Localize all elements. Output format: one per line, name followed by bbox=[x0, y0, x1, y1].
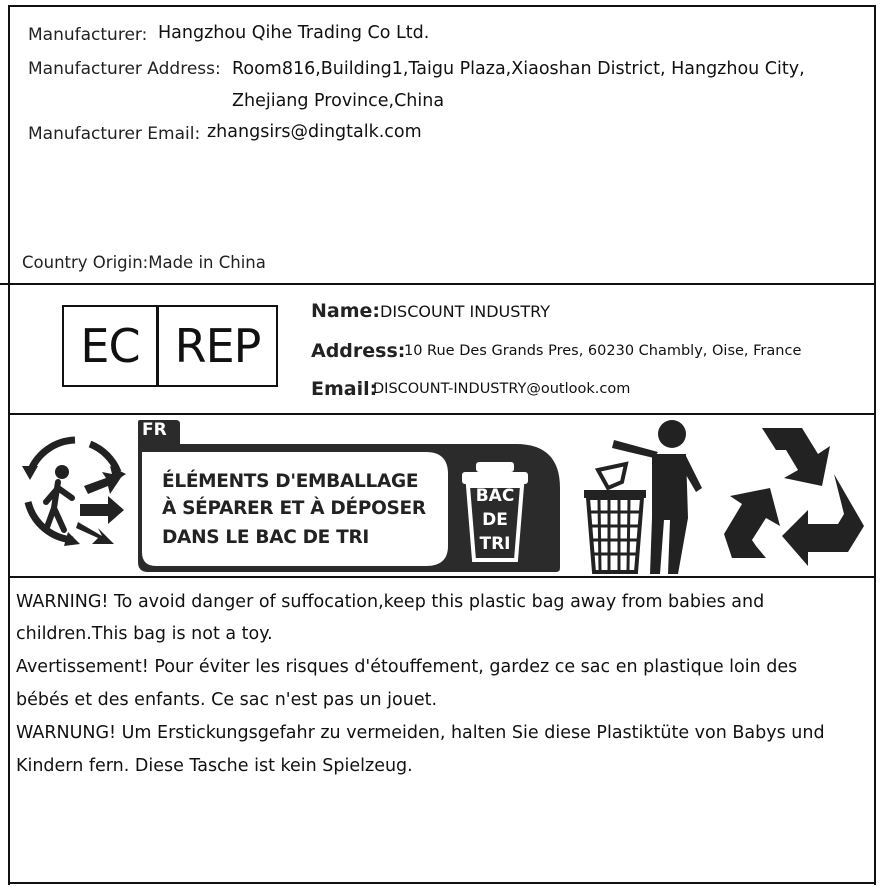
ec-rep-logo-ec: EC bbox=[64, 307, 159, 385]
ec-rep-email-key: Email: bbox=[311, 378, 378, 400]
manufacturer-value: Hangzhou Qihe Trading Co Ltd. bbox=[158, 23, 430, 43]
triman-line2: À SÉPARER ET À DÉPOSER bbox=[162, 498, 426, 519]
frame-right bbox=[874, 5, 876, 885]
ec-rep-logo bbox=[62, 305, 278, 387]
frame-left-lower bbox=[8, 285, 10, 885]
divider-2 bbox=[8, 413, 876, 415]
manufacturer-key: Manufacturer: bbox=[28, 25, 148, 45]
tidyman-icon bbox=[610, 418, 710, 578]
divider-3 bbox=[8, 576, 876, 578]
manufacturer-email-key: Manufacturer Email: bbox=[28, 124, 201, 144]
warning-en-line1: WARNING! To avoid danger of suffocation,keep this plastic bag away from babies and bbox=[16, 592, 765, 612]
warning-en-line2: children.This bag is not a toy. bbox=[16, 624, 273, 644]
ec-rep-address-key: Address: bbox=[311, 340, 406, 362]
triman-icon bbox=[18, 432, 132, 550]
manufacturer-address-line2: Zhejiang Province,China bbox=[232, 91, 445, 111]
manufacturer-email-value: zhangsirs@dingtalk.com bbox=[207, 122, 422, 142]
ec-rep-address-value: 10 Rue Des Grands Pres, 60230 Chambly, Oise, France bbox=[404, 343, 802, 359]
warning-de-line2: Kindern fern. Diese Tasche ist kein Spielzeug. bbox=[16, 756, 413, 776]
country-origin: Country Origin:Made in China bbox=[22, 253, 266, 272]
triman-line1: ÉLÉMENTS D'EMBALLAGE bbox=[162, 471, 419, 492]
frame-left-upper bbox=[8, 5, 10, 285]
ec-rep-logo-rep: REP bbox=[174, 319, 261, 373]
ec-rep-name-key: Name: bbox=[311, 300, 381, 322]
manufacturer-address-key: Manufacturer Address: bbox=[28, 59, 221, 79]
divider-1 bbox=[0, 283, 876, 285]
ec-rep-name-value: DISCOUNT INDUSTRY bbox=[380, 302, 551, 321]
frame-top bbox=[8, 5, 876, 7]
warning-fr-line2: bébés et des enfants. Ce sac n'est pas un jouet. bbox=[16, 690, 438, 710]
bin-text-line3: TRI bbox=[479, 534, 511, 554]
bin-text-line2: DE bbox=[482, 510, 508, 530]
bin-text-line1: BAC bbox=[475, 486, 515, 506]
ec-rep-email-value: DISCOUNT-INDUSTRY@outlook.com bbox=[373, 381, 631, 397]
warning-fr-line1: Avertissement! Pour éviter les risques d'étouffement, gardez ce sac en plastique loin des bbox=[16, 657, 798, 677]
recycle-icon bbox=[722, 424, 868, 570]
manufacturer-address-line1: Room816,Building1,Taigu Plaza,Xiaoshan District, Hangzhou City, bbox=[232, 59, 805, 79]
frame-bottom bbox=[8, 882, 876, 884]
triman-line3: DANS LE BAC DE TRI bbox=[162, 527, 370, 548]
triman-country: FR bbox=[142, 420, 167, 440]
warning-de-line1: WARNUNG! Um Erstickungsgefahr zu vermeiden, halten Sie diese Plastiktüte von Babys und bbox=[16, 723, 825, 743]
